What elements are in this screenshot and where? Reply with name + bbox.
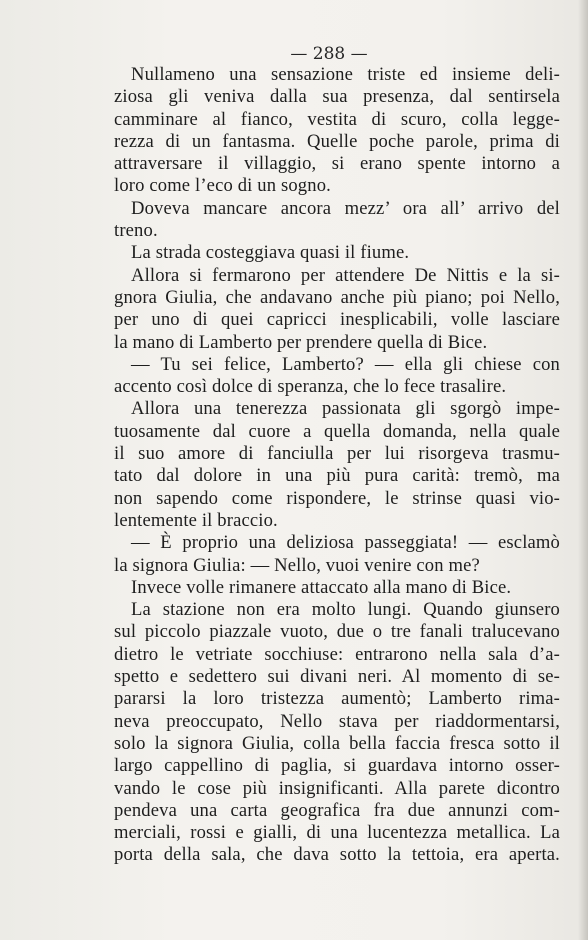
text-line: camminare al fianco, vestita di scuro, colla legge- — [114, 108, 560, 130]
page-edge-shadow — [578, 0, 588, 940]
text-line: — Tu sei felice, Lamberto? — ella gli chiese con — [131, 353, 560, 375]
text-line: largo cappellino di paglia, si guardava intorno osser- — [114, 755, 560, 777]
text-line: pendeva una carta geografica fra due annunzi com- — [114, 799, 560, 821]
text-line: merciali, rossi e gialli, di una lucentezza metallica. La — [114, 822, 560, 844]
text-line: lentemente il braccio. — [114, 509, 278, 531]
text-line: attraversare il villaggio, si erano spente intorno a — [114, 153, 560, 175]
text-line: solo la signora Giulia, colla bella faccia fresca sotto il — [114, 732, 560, 754]
page-text-block — [114, 64, 560, 867]
text-line: accento così dolce di speranza, che lo fece trasalire. — [114, 376, 507, 398]
text-line: non sapendo come rispondere, le strinse quasi vio- — [114, 487, 560, 509]
text-line: spetto e sedettero sui divani neri. Al momento di se- — [114, 666, 560, 688]
text-line: la signora Giulia: — Nello, vuoi venire con me? — [114, 554, 480, 576]
text-line: Invece volle rimanere attaccato alla mano di Bice. — [131, 576, 512, 598]
text-line: Allora una tenerezza passionata gli sgorgò impe- — [131, 398, 560, 420]
text-line: loro come l’eco di un sogno. — [114, 175, 331, 197]
text-line: il suo amore di fanciulla per lui risorgeva trasmu- — [114, 443, 560, 465]
text-line: Doveva mancare ancora mezz’ ora all’ arrivo del — [131, 197, 560, 219]
text-line: per uno di quei capricci inesplicabili, volle lasciare — [114, 309, 560, 331]
text-line: — È proprio una deliziosa passeggiata! — esclamò — [131, 532, 560, 554]
text-line: rezza di un fantasma. Quelle poche parole, prima di — [114, 130, 560, 152]
text-line: tato dal dolore in una più pura carità: tremò, ma — [114, 465, 560, 487]
text-line: porta della sala, che dava sotto la tettoia, era aperta. — [114, 844, 560, 866]
text-line: neva preoccupato, Nello stava per riaddormentarsi, — [114, 710, 560, 732]
text-line: ziosa gli veniva dalla sua presenza, dal sentirsela — [114, 86, 560, 108]
text-line: treno. — [114, 220, 158, 242]
text-line: La stazione non era molto lungi. Quando giunsero — [131, 599, 560, 621]
text-line: Allora si fermarono per attendere De Nittis e la si- — [131, 264, 560, 286]
text-line: sul piccolo piazzale vuoto, due o tre fanali tralucevano — [114, 621, 560, 643]
text-line: la mano di Lamberto per prendere quella di Bice. — [114, 331, 488, 353]
text-line: tuosamente dal cuore a quella domanda, nella quale — [114, 420, 560, 442]
text-line: La strada costeggiava quasi il fiume. — [131, 242, 410, 264]
page-number: — 288 — — [290, 44, 368, 64]
text-line: pararsi la loro tristezza aumentò; Lamberto rima- — [114, 688, 560, 710]
text-line: Nullameno una sensazione triste ed insieme deli- — [131, 64, 560, 85]
text-line: dietro le vetriate socchiuse: entrarono nella sala d’a- — [114, 643, 560, 665]
text-line: vando le cose più insignificanti. Alla parete dicontro — [114, 777, 560, 799]
text-line: gnora Giulia, che andavano anche più piano; poi Nello, — [114, 286, 560, 308]
